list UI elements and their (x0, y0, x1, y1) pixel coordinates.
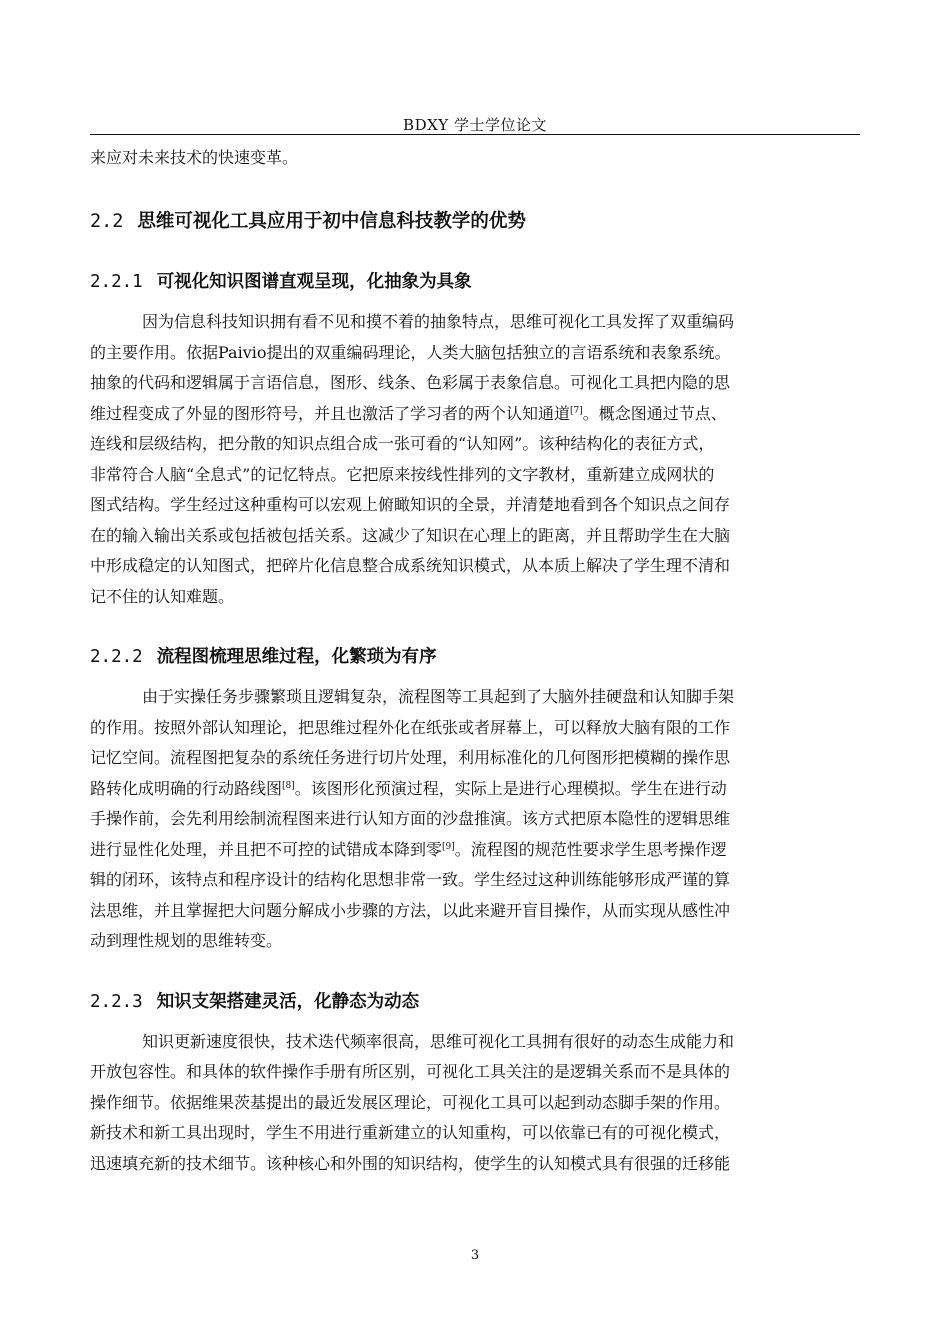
subsection-title: 可视化知识图谱直观呈现，化抽象为具象 (156, 272, 472, 292)
section-heading (90, 207, 862, 237)
text-line: 在的输入输出关系或包括被包括关系。这减少了知识在心理上的距离，并且帮助学生在大脑 (90, 525, 731, 545)
text-span: 。该图形化预演过程，实际上是进行心理模拟。学生在进行动 (294, 778, 727, 798)
text-span: 。流程图的规范性要求学生思考操作逻 (454, 839, 727, 859)
text-line: 因为信息科技知识拥有看不见和摸不着的抽象特点，思维可视化工具发挥了双重编码 (142, 312, 735, 331)
text-span: 进行显性化处理，并且把不可控的试错成本降到零 (90, 839, 443, 859)
page-body (90, 144, 862, 1179)
subsection-number: 2.2.2 (90, 647, 143, 667)
subsection-number: 2.2.1 (90, 272, 143, 292)
text-line: 新技术和新工具出现时，学生不用进行重新建立的认知重构，可以依靠已有的可视化模式， (90, 1123, 731, 1142)
text-line: 动到理性规划的思维转变。 (90, 931, 283, 950)
text-line: 开放包容性。和具体的软件操作手册有所区别，可视化工具关注的是逻辑关系而不是具体的 (90, 1062, 731, 1081)
header-rule (90, 134, 860, 135)
section-number: 2.2 (90, 211, 124, 232)
citation-9: [9] (442, 841, 455, 852)
running-header: BDXY 学士学位论文 (403, 116, 547, 134)
text-line: 由于实操任务步骤繁琐且逻辑复杂，流程图等工具起到了大脑外挂硬盘和认知脚手架 (142, 687, 735, 706)
text-line: 记不住的认知难题。 (90, 586, 235, 606)
paragraph-2-2-3 (90, 1027, 862, 1180)
text-line: 的主要作用。依据Paivio提出的双重编码理论，人类大脑包括独立的言语系统和表象系统。 (90, 342, 731, 362)
text-line: 连线和层级结构，把分散的知识点组合成一张可看的“认知网”。该种结构化的表征方式， (90, 434, 715, 453)
paragraph-2-2-1 (90, 307, 862, 612)
subsection-number: 2.2.3 (90, 991, 143, 1012)
text-span: 。概念图通过节点、 (582, 403, 727, 423)
text-line: 抽象的代码和逻辑属于言语信息，图形、线条、色彩属于表象信息。可视化工具把内隐的思 (90, 373, 731, 392)
subsection-heading-2-2-3 (90, 987, 862, 1017)
text-line-with-citation (90, 835, 862, 866)
text-line-with-citation (90, 774, 862, 805)
section-title: 思维可视化工具应用于初中信息科技教学的优势 (137, 211, 526, 232)
text-line-with-citation (90, 399, 862, 430)
text-span: 维过程变成了外显的图形符号，并且也激活了学习者的两个认知通道 (90, 403, 571, 423)
text-line: 中形成稳定的认知图式，把碎片化信息整合成系统知识模式，从本质上解决了学生理不清和 (90, 556, 731, 575)
text-line: 知识更新速度很快，技术迭代频率很高，思维可视化工具拥有很好的动态生成能力和 (142, 1031, 735, 1051)
text-line: 非常符合人脑“全息式”的记忆特点。它把原来按线性排列的文字教材，重新建立成网状的 (90, 464, 715, 484)
citation-8: [8] (282, 780, 295, 791)
text-line: 辑的闭环，该特点和程序设计的结构化思想非常一致。学生经过这种训练能够形成严谨的算 (90, 870, 731, 889)
text-line: 操作细节。依据维果茨基提出的最近发展区理论，可视化工具可以起到动态脚手架的作用。 (90, 1092, 731, 1112)
paragraph-2-2-2 (90, 682, 862, 957)
text-line: 法思维，并且掌握把大问题分解成小步骤的方法，以此来避开盲目操作，从而实现从感性冲 (90, 900, 731, 920)
text-line: 记忆空间。流程图把复杂的系统任务进行切片处理，利用标准化的几何图形把模糊的操作思 (90, 748, 731, 767)
text-line: 迅速填充新的技术细节。该种核心和外围的知识结构，使学生的认知模式具有很强的迁移能 (90, 1153, 731, 1173)
page-number: 3 (470, 1248, 480, 1263)
subsection-title: 流程图梳理思维过程，化繁琐为有序 (156, 647, 437, 667)
text-line: 手操作前，会先利用绘制流程图来进行认知方面的沙盘推演。该方式把原本隐性的逻辑思维 (90, 809, 731, 828)
text-line: 的作用。按照外部认知理论，把思维过程外化在纸张或者屏幕上，可以释放大脑有限的工作 (90, 717, 731, 737)
text-span: 路转化成明确的行动路线图 (90, 778, 283, 798)
subsection-heading-2-2-2 (90, 642, 862, 672)
citation-7: [7] (570, 405, 583, 416)
carryover-line: 来应对未来技术的快速变革。 (90, 148, 299, 167)
text-line: 图式结构。学生经过这种重构可以宏观上俯瞰知识的全景，并清楚地看到各个知识点之间存 (90, 495, 731, 514)
subsection-heading-2-2-1 (90, 267, 862, 297)
subsection-title: 知识支架搭建灵活，化静态为动态 (156, 991, 420, 1012)
